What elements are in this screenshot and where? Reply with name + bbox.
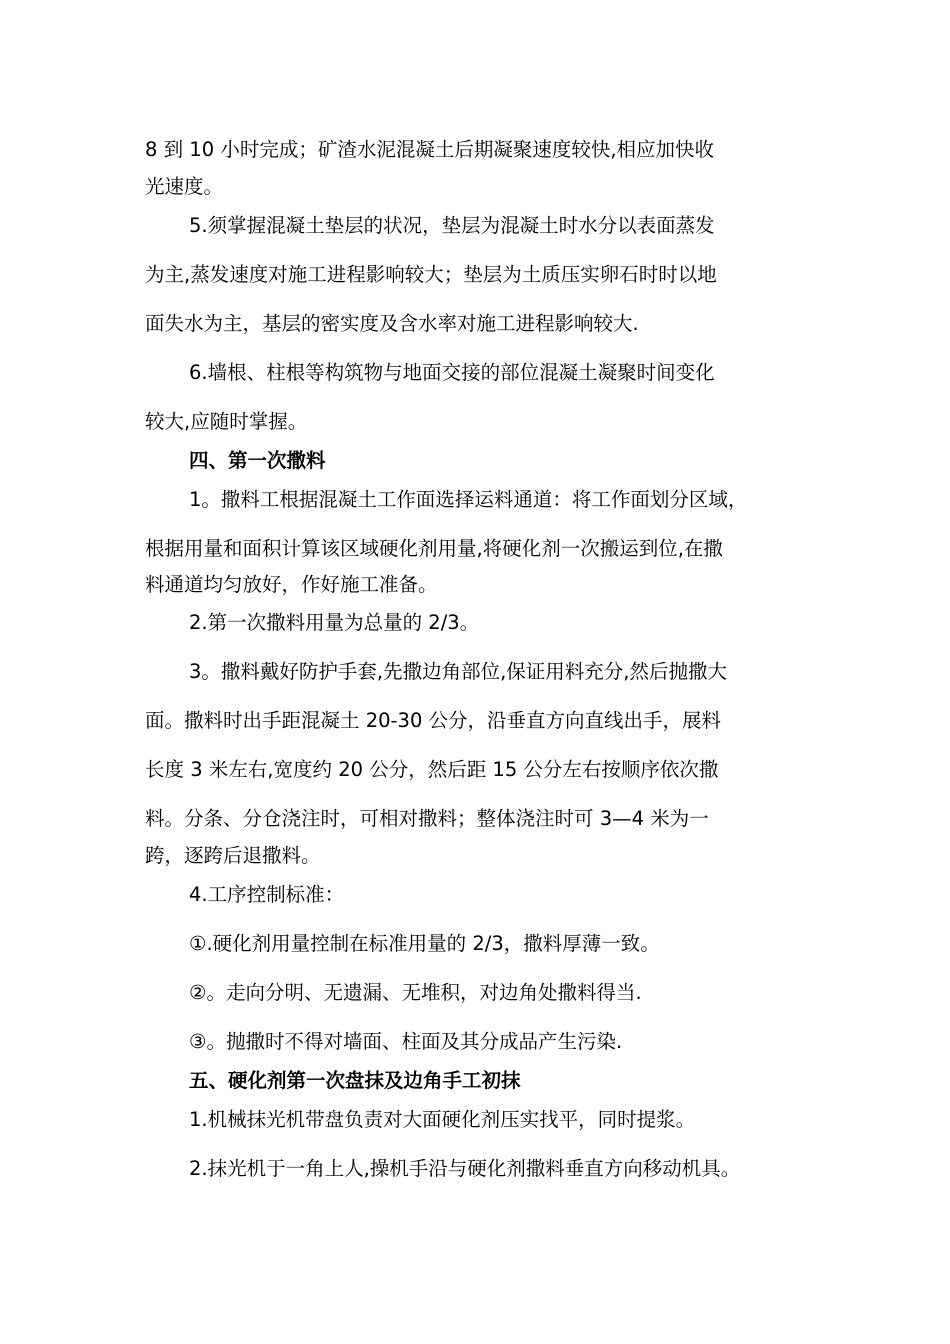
text-line: 长度 3 米左右,宽度约 20 公分，然后距 15 公分左右按顺序依次撒 bbox=[145, 758, 719, 781]
text-line: 光速度。 bbox=[145, 175, 224, 198]
text-line: 8 到 10 小时完成；矿渣水泥混凝土后期凝聚速度较快,相应加快收 bbox=[145, 138, 715, 161]
text-line: 2.第一次撒料用量为总量的 2/3。 bbox=[189, 611, 480, 634]
text-line: 面失水为主，基层的密实度及含水率对施工进程影响较大. bbox=[145, 312, 639, 335]
text-line: 3。撒料戴好防护手套,先撒边角部位,保证用料充分,然后抛撒大 bbox=[189, 660, 728, 683]
text-line: 面。撒料时出手距混凝土 20-30 公分，沿垂直方向直线出手，展料 bbox=[145, 709, 722, 732]
text-line: 料。分条、分仓浇注时，可相对撒料；整体浇注时可 3—4 米为一 bbox=[145, 807, 709, 830]
text-line: 1。撒料工根据混凝土工作面选择运料通道：将工作面划分区域， bbox=[189, 488, 748, 511]
text-line: ①.硬化剂用量控制在标准用量的 2/3，撒料厚薄一致。 bbox=[189, 932, 660, 955]
text-line: 6.墙根、柱根等构筑物与地面交接的部位混凝土凝聚时间变化 bbox=[189, 361, 715, 384]
text-line: ②。走向分明、无遗漏、无堆积，对边角处撒料得当. bbox=[189, 981, 642, 1004]
text-line: 较大,应随时掌握。 bbox=[145, 410, 308, 433]
text-line: 为主,蒸发速度对施工进程影响较大；垫层为土质压实卵石时时以地 bbox=[145, 263, 717, 286]
text-line: 跨，逐跨后退撒料。 bbox=[145, 844, 321, 867]
text-line: 1.机械抹光机带盘负责对大面硬化剂压实找平，同时提浆。 bbox=[189, 1108, 696, 1131]
text-line: 4.工序控制标准： bbox=[189, 883, 345, 906]
text-line: 料通道均匀放好，作好施工准备。 bbox=[145, 573, 438, 596]
text-line: 2.抹光机于一角上人,操机手沿与硬化剂撒料垂直方向移动机具。 bbox=[189, 1157, 741, 1180]
text-line: 5.须掌握混凝土垫层的状况，垫层为混凝土时水分以表面蒸发 bbox=[189, 214, 715, 237]
section-heading: 四、第一次撒料 bbox=[189, 449, 326, 472]
text-line: ③。抛撒时不得对墙面、柱面及其分成品产生污染. bbox=[189, 1030, 623, 1053]
text-line: 根据用量和面积计算该区域硬化剂用量,将硬化剂一次搬运到位,在撒 bbox=[145, 537, 723, 560]
section-heading: 五、硬化剂第一次盘抹及边角手工初抹 bbox=[189, 1069, 521, 1092]
